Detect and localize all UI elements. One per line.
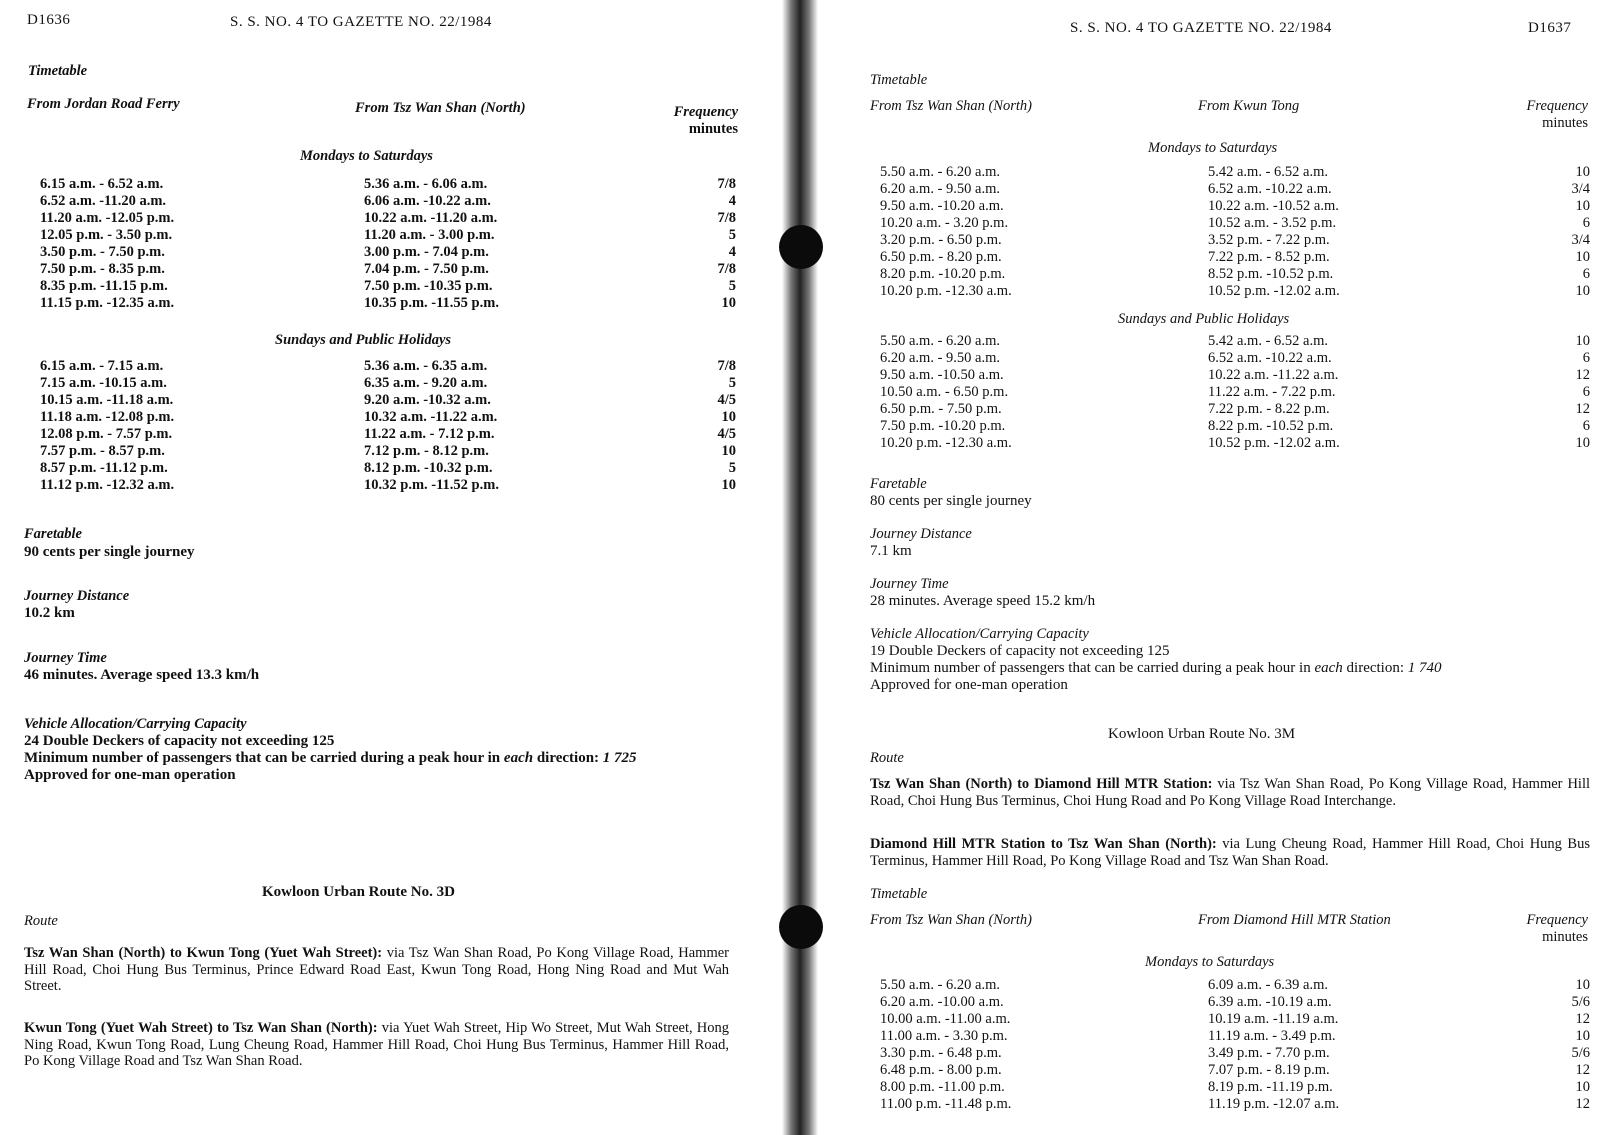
time-range-return: 10.32 p.m. -11.52 p.m. <box>364 477 499 493</box>
time-range-origin: 5.50 a.m. - 6.20 a.m. <box>880 977 1001 993</box>
distance-value: 7.1 km <box>870 543 912 559</box>
time-range-origin: 5.50 a.m. - 6.20 a.m. <box>880 333 1001 349</box>
frequency-cell: 3/4 <box>1571 232 1590 248</box>
frequency-cell: 7/8 <box>717 210 736 226</box>
time-range-origin: 6.52 a.m. -11.20 a.m. <box>40 193 167 209</box>
vehicle-each: each <box>1314 660 1343 676</box>
table-row <box>0 392 780 409</box>
journey-time-value: 46 minutes. Average speed 13.3 km/h <box>24 667 260 683</box>
route-heading: Kowloon Urban Route No. 3M <box>1108 726 1296 742</box>
route-heading: Kowloon Urban Route No. 3D <box>262 884 455 900</box>
vehicle-passengers: 1 725 <box>602 750 637 766</box>
route-1-endpoints: Tsz Wan Shan (North) to Kwun Tong (Yuet Wah Street): <box>24 945 383 961</box>
table-row <box>818 350 1598 367</box>
frequency-cell: 10 <box>1575 1028 1590 1044</box>
time-range-origin: 6.48 p.m. - 8.00 p.m. <box>880 1062 1002 1078</box>
time-range-origin: 8.57 p.m. -11.12 p.m. <box>40 460 168 476</box>
frequency-cell: 12 <box>1575 401 1590 417</box>
table-row <box>818 181 1598 198</box>
frequency-cell: 10 <box>721 477 736 493</box>
time-range-return: 8.19 p.m. -11.19 p.m. <box>1208 1079 1333 1095</box>
time-range-origin: 9.50 a.m. -10.20 a.m. <box>880 198 1004 214</box>
section-mon-sat: Mondays to Saturdays <box>300 148 433 164</box>
table-row <box>0 210 780 227</box>
faretable-label: Faretable <box>24 526 82 542</box>
frequency-cell: 5/6 <box>1571 1045 1590 1061</box>
table-row <box>818 1062 1598 1079</box>
time-range-return: 7.12 p.m. - 8.12 p.m. <box>364 443 489 459</box>
time-range-return: 11.20 a.m. - 3.00 p.m. <box>364 227 495 243</box>
time-range-origin: 7.57 p.m. - 8.57 p.m. <box>40 443 165 459</box>
time-range-return: 6.06 a.m. -10.22 a.m. <box>364 193 491 209</box>
time-range-origin: 11.20 a.m. -12.05 p.m. <box>40 210 175 226</box>
frequency-cell: 10 <box>721 443 736 459</box>
distance-label: Journey Distance <box>24 588 130 604</box>
table-row <box>818 1079 1598 1096</box>
frequency-cell: 7/8 <box>717 358 736 374</box>
frequency-cell: 6 <box>1582 266 1590 282</box>
table-row <box>818 283 1598 300</box>
time-range-return: 8.12 p.m. -10.32 p.m. <box>364 460 493 476</box>
frequency-cell: 6 <box>1582 350 1590 366</box>
time-range-origin: 11.15 p.m. -12.35 a.m. <box>40 295 175 311</box>
tt2-col-header-3a: Frequency <box>1526 912 1588 928</box>
tt2-section-mon-sat: Mondays to Saturdays <box>1145 954 1275 970</box>
route-2-endpoints: Kwun Tong (Yuet Wah Street) to Tsz Wan Shan (North): <box>24 1020 378 1036</box>
table-row <box>0 295 780 312</box>
table-row <box>818 994 1598 1011</box>
section-sun-hol: Sundays and Public Holidays <box>275 332 452 348</box>
table-row <box>0 227 780 244</box>
frequency-cell: 5 <box>728 227 736 243</box>
time-range-return: 7.07 p.m. - 8.19 p.m. <box>1208 1062 1330 1078</box>
frequency-cell: 10 <box>1575 249 1590 265</box>
time-range-origin: 11.00 p.m. -11.48 p.m. <box>880 1096 1012 1112</box>
journey-time-label: Journey Time <box>24 650 107 666</box>
table-row <box>0 426 780 443</box>
time-range-return: 5.42 a.m. - 6.52 a.m. <box>1208 164 1329 180</box>
time-range-return: 11.22 a.m. - 7.22 p.m. <box>1208 384 1336 400</box>
time-range-origin: 6.50 p.m. - 8.20 p.m. <box>880 249 1002 265</box>
time-range-origin: 7.15 a.m. -10.15 a.m. <box>40 375 167 391</box>
vehicle-each: each <box>503 750 534 766</box>
col-header-3a: Frequency <box>1526 98 1588 114</box>
time-range-origin: 12.08 p.m. - 7.57 p.m. <box>40 426 173 442</box>
route-paragraph-2 <box>870 836 1590 869</box>
time-range-origin: 8.35 p.m. -11.15 p.m. <box>40 278 168 294</box>
time-range-return: 10.19 a.m. -11.19 a.m. <box>1208 1011 1339 1027</box>
frequency-cell: 12 <box>1575 1011 1590 1027</box>
table-row <box>818 249 1598 266</box>
col-header-2: From Tsz Wan Shan (North) <box>355 100 526 116</box>
faretable-label: Faretable <box>870 476 927 492</box>
route-1-via: via Tsz Wan Shan Road, Po Kong Village Road, Hammer Hill Road, Choi Hung Bus Terminus, Prince Edward Road East, Kwun Tong Road, Hong Ning Road and Mut Wah Street. <box>24 945 729 994</box>
route-paragraph-1 <box>870 776 1590 809</box>
time-range-origin: 3.50 p.m. - 7.50 p.m. <box>40 244 165 260</box>
timetable-2-label: Timetable <box>870 886 928 902</box>
time-range-origin: 6.15 a.m. - 7.15 a.m. <box>40 358 164 374</box>
time-range-return: 6.39 a.m. -10.19 a.m. <box>1208 994 1332 1010</box>
vehicle-line-2-dir: direction: <box>533 750 603 766</box>
frequency-cell: 7/8 <box>717 261 736 277</box>
vehicle-line-2 <box>870 660 1442 677</box>
frequency-cell: 10 <box>1575 1079 1590 1095</box>
time-range-return: 7.22 p.m. - 8.52 p.m. <box>1208 249 1330 265</box>
frequency-cell: 4/5 <box>717 426 736 442</box>
table-row <box>818 1011 1598 1028</box>
time-range-return: 6.52 a.m. -10.22 a.m. <box>1208 350 1332 366</box>
vehicle-line-2-dir: direction: <box>1342 660 1408 676</box>
time-range-origin: 10.20 p.m. -12.30 a.m. <box>880 435 1012 451</box>
time-range-return: 6.52 a.m. -10.22 a.m. <box>1208 181 1332 197</box>
col-header-2: From Kwun Tong <box>1198 98 1300 114</box>
tt2-col-header-2: From Diamond Hill MTR Station <box>1198 912 1391 928</box>
time-range-return: 10.52 a.m. - 3.52 p.m. <box>1208 215 1337 231</box>
time-range-origin: 10.50 a.m. - 6.50 p.m. <box>880 384 1009 400</box>
time-range-origin: 12.05 p.m. - 3.50 p.m. <box>40 227 173 243</box>
vehicle-line-1: 19 Double Deckers of capacity not exceeding 125 <box>870 643 1170 659</box>
vehicle-line-2-text: Minimum number of passengers that can be carried during a peak hour in <box>870 660 1315 676</box>
table-row <box>818 977 1598 994</box>
time-range-origin: 10.20 a.m. - 3.20 p.m. <box>880 215 1009 231</box>
faretable-value: 90 cents per single journey <box>24 544 195 560</box>
frequency-cell: 4 <box>728 193 736 209</box>
route-2-via: via Lung Cheung Road, Hammer Hill Road, Choi Hung Bus Terminus, Hammer Hill Road, Po Kong Village Road and Tsz Wan Shan Road. <box>870 836 1590 869</box>
time-range-return: 10.52 p.m. -12.02 a.m. <box>1208 283 1340 299</box>
time-range-return: 7.22 p.m. - 8.22 p.m. <box>1208 401 1330 417</box>
time-range-origin: 6.20 a.m. -10.00 a.m. <box>880 994 1004 1010</box>
table-row <box>818 333 1598 350</box>
vehicle-line-3: Approved for one-man operation <box>24 767 236 783</box>
time-range-return: 9.20 a.m. -10.32 a.m. <box>364 392 491 408</box>
time-range-return: 6.09 a.m. - 6.39 a.m. <box>1208 977 1329 993</box>
time-range-origin: 10.00 a.m. -11.00 a.m. <box>880 1011 1011 1027</box>
route-1-via: via Tsz Wan Shan Road, Po Kong Village Road, Hammer Hill Road, Choi Hung Bus Terminus, Choi Hung Road and Po Kong Village Road Interchange. <box>870 776 1590 809</box>
timetable-label: Timetable <box>870 72 928 88</box>
table-row <box>0 358 780 375</box>
table-row <box>818 384 1598 401</box>
col-header-3b: minutes <box>688 121 738 137</box>
table-row <box>818 401 1598 418</box>
section-sun-hol: Sundays and Public Holidays <box>1118 311 1290 327</box>
frequency-cell: 7/8 <box>717 176 736 192</box>
frequency-cell: 10 <box>1575 198 1590 214</box>
table-row <box>818 367 1598 384</box>
distance-label: Journey Distance <box>870 526 972 542</box>
route-paragraph-1 <box>24 945 729 995</box>
time-range-return: 6.35 a.m. - 9.20 a.m. <box>364 375 488 391</box>
time-range-return: 11.19 a.m. - 3.49 p.m. <box>1208 1028 1336 1044</box>
vehicle-label: Vehicle Allocation/Carrying Capacity <box>24 716 247 732</box>
vehicle-line-1: 24 Double Deckers of capacity not exceeding 125 <box>24 733 335 749</box>
frequency-cell: 6 <box>1582 215 1590 231</box>
route-paragraph-2 <box>24 1020 729 1070</box>
table-row <box>818 435 1598 452</box>
frequency-cell: 10 <box>721 295 736 311</box>
frequency-cell: 10 <box>1575 333 1590 349</box>
page-number: D1636 <box>27 12 71 28</box>
table-row <box>0 176 780 193</box>
time-range-return: 5.36 a.m. - 6.35 a.m. <box>364 358 488 374</box>
time-range-origin: 3.20 p.m. - 6.50 p.m. <box>880 232 1002 248</box>
time-range-return: 8.22 p.m. -10.52 p.m. <box>1208 418 1334 434</box>
time-range-return: 5.36 a.m. - 6.06 a.m. <box>364 176 488 192</box>
time-range-return: 11.19 p.m. -12.07 a.m. <box>1208 1096 1340 1112</box>
time-range-return: 7.04 p.m. - 7.50 p.m. <box>364 261 489 277</box>
frequency-cell: 10 <box>721 409 736 425</box>
frequency-cell: 10 <box>1575 283 1590 299</box>
page-number: D1637 <box>1528 20 1572 36</box>
vehicle-passengers: 1 740 <box>1407 660 1442 676</box>
table-row <box>0 261 780 278</box>
time-range-return: 10.22 a.m. -11.22 a.m. <box>1208 367 1339 383</box>
frequency-cell: 5 <box>728 278 736 294</box>
frequency-cell: 5/6 <box>1571 994 1590 1010</box>
time-range-origin: 11.12 p.m. -12.32 a.m. <box>40 477 175 493</box>
frequency-cell: 3/4 <box>1571 181 1590 197</box>
time-range-origin: 11.18 a.m. -12.08 p.m. <box>40 409 175 425</box>
time-range-return: 3.52 p.m. - 7.22 p.m. <box>1208 232 1330 248</box>
table-row <box>818 232 1598 249</box>
vehicle-label: Vehicle Allocation/Carrying Capacity <box>870 626 1089 642</box>
table-row <box>818 266 1598 283</box>
table-row <box>0 375 780 392</box>
route-label: Route <box>24 913 58 929</box>
binding-gutter <box>782 0 818 1135</box>
table-row <box>818 418 1598 435</box>
time-range-origin: 6.20 a.m. - 9.50 a.m. <box>880 350 1001 366</box>
frequency-cell: 6 <box>1582 384 1590 400</box>
table-row <box>0 244 780 261</box>
table-row <box>0 460 780 477</box>
table-row <box>0 278 780 295</box>
time-range-return: 3.00 p.m. - 7.04 p.m. <box>364 244 489 260</box>
frequency-cell: 5 <box>728 375 736 391</box>
time-range-origin: 3.30 p.m. - 6.48 p.m. <box>880 1045 1002 1061</box>
table-row <box>818 1045 1598 1062</box>
vehicle-line-2 <box>24 750 637 767</box>
time-range-origin: 6.20 a.m. - 9.50 a.m. <box>880 181 1001 197</box>
table-row <box>818 164 1598 181</box>
frequency-cell: 12 <box>1575 1096 1590 1112</box>
frequency-cell: 5 <box>728 460 736 476</box>
time-range-origin: 6.50 p.m. - 7.50 p.m. <box>880 401 1002 417</box>
time-range-return: 3.49 p.m. - 7.70 p.m. <box>1208 1045 1330 1061</box>
faretable-value: 80 cents per single journey <box>870 493 1032 509</box>
right-page <box>818 0 1600 1135</box>
section-mon-sat: Mondays to Saturdays <box>1148 140 1278 156</box>
frequency-cell: 4 <box>728 244 736 260</box>
gazette-header: S. S. NO. 4 TO GAZETTE NO. 22/1984 <box>1070 20 1332 36</box>
time-range-return: 10.22 a.m. -11.20 a.m. <box>364 210 498 226</box>
frequency-cell: 10 <box>1575 977 1590 993</box>
tt2-col-header-3b: minutes <box>1542 929 1588 945</box>
route-label: Route <box>870 750 904 766</box>
table-row <box>0 477 780 494</box>
time-range-return: 10.52 p.m. -12.02 a.m. <box>1208 435 1340 451</box>
vehicle-line-2-text: Minimum number of passengers that can be carried during a peak hour in <box>24 750 504 766</box>
table-row <box>0 443 780 460</box>
left-page <box>0 0 780 1135</box>
col-header-1: From Jordan Road Ferry <box>27 96 180 112</box>
col-header-3b: minutes <box>1542 115 1588 131</box>
frequency-cell: 6 <box>1582 418 1590 434</box>
tt2-col-header-1: From Tsz Wan Shan (North) <box>870 912 1032 928</box>
table-row <box>0 193 780 210</box>
table-row <box>818 198 1598 215</box>
punch-hole-top <box>779 225 823 269</box>
table-row <box>818 1028 1598 1045</box>
table-row <box>818 1096 1598 1113</box>
time-range-return: 5.42 a.m. - 6.52 a.m. <box>1208 333 1329 349</box>
time-range-return: 11.22 a.m. - 7.12 p.m. <box>364 426 495 442</box>
route-2-endpoints: Diamond Hill MTR Station to Tsz Wan Shan (North): <box>870 836 1217 852</box>
punch-hole-bottom <box>779 905 823 949</box>
route-1-endpoints: Tsz Wan Shan (North) to Diamond Hill MTR Station: <box>870 776 1213 792</box>
timetable-label: Timetable <box>28 63 88 79</box>
journey-time-value: 28 minutes. Average speed 15.2 km/h <box>870 593 1096 609</box>
time-range-return: 7.50 p.m. -10.35 p.m. <box>364 278 493 294</box>
distance-value: 10.2 km <box>24 605 75 621</box>
time-range-return: 10.35 p.m. -11.55 p.m. <box>364 295 499 311</box>
frequency-cell: 10 <box>1575 164 1590 180</box>
gazette-header: S. S. NO. 4 TO GAZETTE NO. 22/1984 <box>230 14 492 30</box>
time-range-origin: 5.50 a.m. - 6.20 a.m. <box>880 164 1001 180</box>
time-range-origin: 11.00 a.m. - 3.30 p.m. <box>880 1028 1008 1044</box>
time-range-origin: 7.50 p.m. -10.20 p.m. <box>880 418 1006 434</box>
time-range-origin: 9.50 a.m. -10.50 a.m. <box>880 367 1004 383</box>
time-range-origin: 8.00 p.m. -11.00 p.m. <box>880 1079 1005 1095</box>
journey-time-label: Journey Time <box>870 576 949 592</box>
frequency-cell: 4/5 <box>717 392 736 408</box>
frequency-cell: 10 <box>1575 435 1590 451</box>
time-range-origin: 10.20 p.m. -12.30 a.m. <box>880 283 1012 299</box>
frequency-cell: 12 <box>1575 367 1590 383</box>
time-range-origin: 8.20 p.m. -10.20 p.m. <box>880 266 1006 282</box>
table-row <box>0 409 780 426</box>
time-range-origin: 6.15 a.m. - 6.52 a.m. <box>40 176 164 192</box>
time-range-origin: 10.15 a.m. -11.18 a.m. <box>40 392 174 408</box>
table-row <box>818 215 1598 232</box>
route-2-via: via Yuet Wah Street, Hip Wo Street, Mut Wah Street, Hong Ning Road, Kwun Tong Road, Lung Cheung Road, Hammer Hill Road, Choi Hung Bus Terminus, Hammer Hill Road, Po Kong Village Road and Tsz Wan Shan Road. <box>24 1020 729 1069</box>
time-range-origin: 7.50 p.m. - 8.35 p.m. <box>40 261 165 277</box>
time-range-return: 10.22 a.m. -10.52 a.m. <box>1208 198 1339 214</box>
vehicle-line-3: Approved for one-man operation <box>870 677 1068 693</box>
col-header-3a: Frequency <box>673 104 738 120</box>
time-range-return: 8.52 p.m. -10.52 p.m. <box>1208 266 1334 282</box>
col-header-1: From Tsz Wan Shan (North) <box>870 98 1032 114</box>
frequency-cell: 12 <box>1575 1062 1590 1078</box>
time-range-return: 10.32 a.m. -11.22 a.m. <box>364 409 498 425</box>
